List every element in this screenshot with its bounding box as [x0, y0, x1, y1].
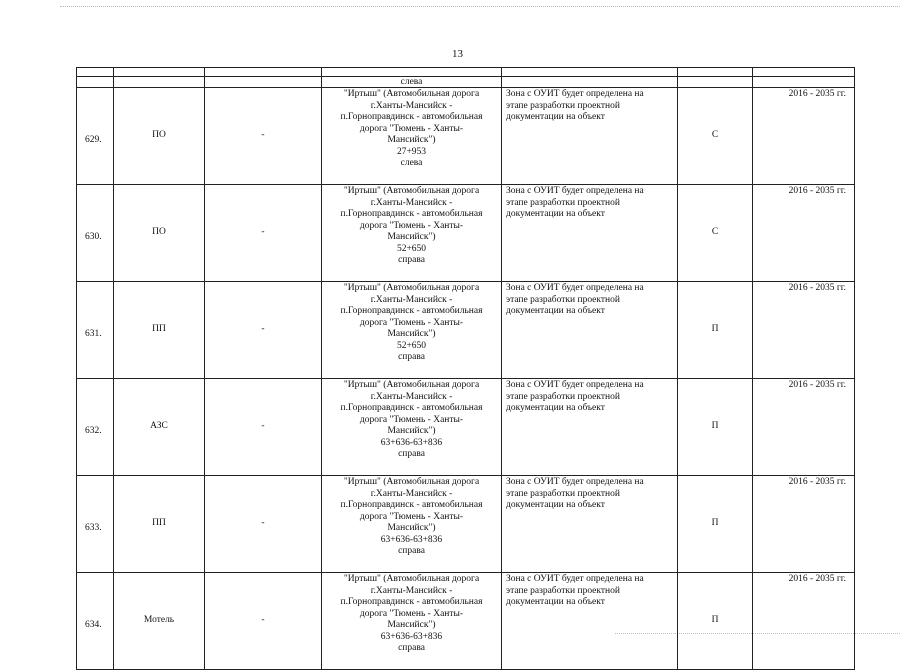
object-type-cell: ПО [114, 88, 205, 185]
continuation-row [77, 77, 855, 88]
table-row [77, 282, 855, 379]
location-line: дорога "Тюмень - Ханты- [359, 608, 464, 619]
location-line: дорога "Тюмень - Ханты- [359, 414, 464, 425]
period-cell: 2016 - 2035 гг. [753, 476, 855, 573]
zone-line: Зона с ОУИТ будет определена на [506, 89, 644, 99]
location-line: "Иртыш" (Автомобильная дорога [343, 477, 480, 487]
period-cell: 2016 - 2035 гг. [753, 573, 855, 670]
zone-line: документации на объект [506, 500, 605, 510]
row-number-cell: 633. [77, 476, 114, 573]
header-cell [678, 68, 753, 77]
period-cell: 2016 - 2035 гг. [753, 379, 855, 476]
zone-line: Зона с ОУИТ будет определена на [506, 186, 644, 196]
location-line: п.Горноправдинск - автомобильная [340, 597, 483, 607]
location-line: справа [398, 255, 425, 265]
header-cell [753, 68, 855, 77]
row-number-cell: 634. [77, 573, 114, 670]
location-line: г.Ханты-Мансийск - [370, 197, 453, 208]
zone-line: Зона с ОУИТ будет определена на [506, 574, 644, 584]
location-line: "Иртыш" (Автомобильная дорога [343, 283, 480, 293]
location-cell [322, 573, 502, 670]
object-name-cell: - [205, 379, 322, 476]
object-name-cell: - [205, 573, 322, 670]
location-cell [322, 88, 502, 185]
row-number-cell: 631. [77, 282, 114, 379]
zone-cell [502, 379, 678, 476]
location-line: п.Горноправдинск - автомобильная [340, 403, 483, 413]
location-line: п.Горноправдинск - автомобильная [340, 209, 483, 219]
objects-table [76, 67, 855, 670]
location-line: 52+650 [396, 340, 427, 351]
cont-cell [502, 77, 678, 88]
table-row [77, 185, 855, 282]
location-line: Мансийск") [387, 426, 436, 436]
cont-cell [678, 77, 753, 88]
zone-line: документации на объект [506, 306, 605, 316]
header-cell [77, 68, 114, 77]
cont-cell [114, 77, 205, 88]
location-line: дорога "Тюмень - Ханты- [359, 123, 464, 134]
location-line: Мансийск") [387, 135, 436, 145]
zone-line: этапе разработки проектной [506, 585, 620, 596]
status-cell: П [678, 476, 753, 573]
location-line: Мансийск") [387, 523, 436, 533]
location-cell [322, 282, 502, 379]
zone-line: этапе разработки проектной [506, 197, 620, 208]
row-number-cell: 632. [77, 379, 114, 476]
location-line: справа [398, 449, 425, 459]
header-cell [322, 68, 502, 77]
location-line: г.Ханты-Мансийск - [370, 100, 453, 111]
location-line: справа [398, 546, 425, 556]
zone-line: документации на объект [506, 403, 605, 413]
header-cell [205, 68, 322, 77]
location-line: Мансийск") [387, 232, 436, 242]
location-line: п.Горноправдинск - автомобильная [340, 112, 483, 122]
table-row [77, 573, 855, 670]
status-cell: П [678, 282, 753, 379]
object-name-cell: - [205, 476, 322, 573]
location-line: 63+636-63+836 [380, 631, 443, 642]
location-line: 27+953 [396, 146, 427, 157]
location-line: "Иртыш" (Автомобильная дорога [343, 89, 480, 99]
location-line: "Иртыш" (Автомобильная дорога [343, 380, 480, 390]
row-number-cell: 629. [77, 88, 114, 185]
location-line: дорога "Тюмень - Ханты- [359, 317, 464, 328]
period-cell: 2016 - 2035 гг. [753, 282, 855, 379]
location-line: г.Ханты-Мансийск - [370, 585, 453, 596]
zone-line: документации на объект [506, 597, 605, 607]
zone-cell [502, 476, 678, 573]
scan-artifact-top [60, 6, 900, 7]
location-line: дорога "Тюмень - Ханты- [359, 220, 464, 231]
zone-line: Зона с ОУИТ будет определена на [506, 283, 644, 293]
location-line: Мансийск") [387, 329, 436, 339]
table-row [77, 88, 855, 185]
zone-line: Зона с ОУИТ будет определена на [506, 380, 644, 390]
object-type-cell: Мотель [114, 573, 205, 670]
header-row [77, 68, 855, 77]
zone-line: Зона с ОУИТ будет определена на [506, 477, 644, 487]
location-cell [322, 379, 502, 476]
status-cell: С [678, 185, 753, 282]
location-cell [322, 185, 502, 282]
table-row [77, 476, 855, 573]
location-line: п.Горноправдинск - автомобильная [340, 500, 483, 510]
row-number-cell: 630. [77, 185, 114, 282]
zone-line: этапе разработки проектной [506, 294, 620, 305]
cont-cell [205, 77, 322, 88]
location-line: г.Ханты-Мансийск - [370, 294, 453, 305]
cont-cell [753, 77, 855, 88]
object-type-cell: ПП [114, 282, 205, 379]
zone-line: этапе разработки проектной [506, 391, 620, 402]
status-cell: П [678, 379, 753, 476]
location-line: справа [398, 643, 425, 653]
status-cell: П [678, 573, 753, 670]
zone-cell [502, 88, 678, 185]
table-body [77, 68, 855, 670]
status-cell: С [678, 88, 753, 185]
location-cell [322, 476, 502, 573]
location-line: г.Ханты-Мансийск - [370, 391, 453, 402]
location-line: Мансийск") [387, 620, 436, 630]
location-line: 52+650 [396, 243, 427, 254]
location-line: п.Горноправдинск - автомобильная [340, 306, 483, 316]
period-cell: 2016 - 2035 гг. [753, 185, 855, 282]
cont-cell [77, 77, 114, 88]
zone-line: этапе разработки проектной [506, 488, 620, 499]
continued-location-cell: слева [322, 77, 502, 88]
zone-cell [502, 573, 678, 670]
location-line: дорога "Тюмень - Ханты- [359, 511, 464, 522]
location-line: "Иртыш" (Автомобильная дорога [343, 186, 480, 196]
zone-cell [502, 282, 678, 379]
location-line: справа [398, 352, 425, 362]
location-line: слева [400, 158, 423, 168]
header-cell [502, 68, 678, 77]
zone-line: документации на объект [506, 209, 605, 219]
object-name-cell: - [205, 185, 322, 282]
zone-cell [502, 185, 678, 282]
location-line: г.Ханты-Мансийск - [370, 488, 453, 499]
location-line: 63+636-63+836 [380, 534, 443, 545]
zone-line: этапе разработки проектной [506, 100, 620, 111]
header-cell [114, 68, 205, 77]
object-type-cell: ПП [114, 476, 205, 573]
location-line: "Иртыш" (Автомобильная дорога [343, 574, 480, 584]
period-cell: 2016 - 2035 гг. [753, 88, 855, 185]
object-type-cell: АЗС [114, 379, 205, 476]
table-row [77, 379, 855, 476]
object-name-cell: - [205, 88, 322, 185]
page-number: 13 [452, 48, 463, 60]
object-type-cell: ПО [114, 185, 205, 282]
location-line: 63+636-63+836 [380, 437, 443, 448]
zone-line: документации на объект [506, 112, 605, 122]
object-name-cell: - [205, 282, 322, 379]
